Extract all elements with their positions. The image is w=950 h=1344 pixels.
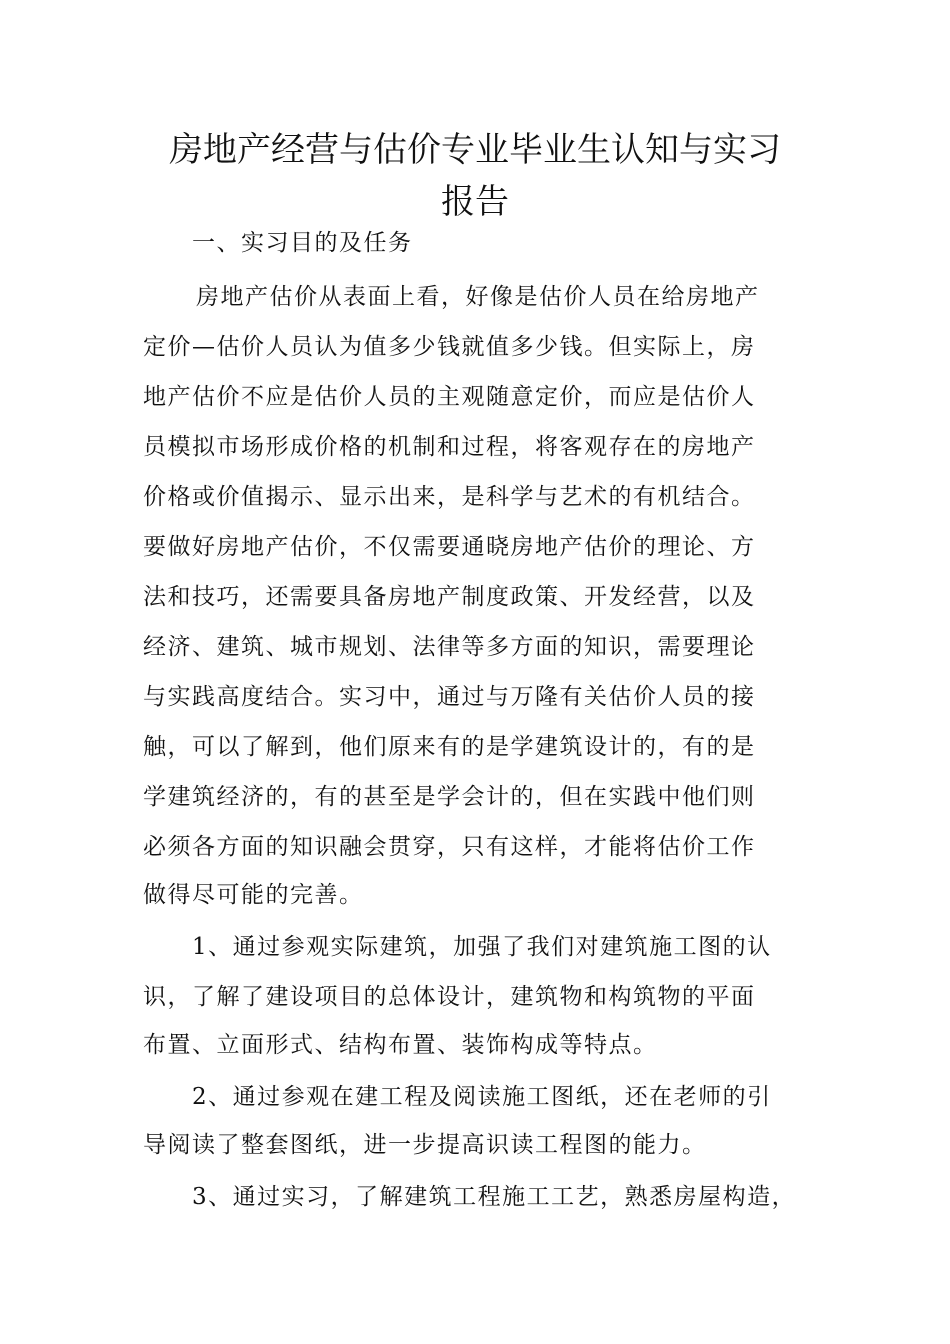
document-title-line-2: 报告	[441, 182, 509, 222]
paragraph-1-line: 员模拟市场形成价格的机制和过程，将客观存在的房地产	[143, 434, 756, 460]
paragraph-1-line: 定价—估价人员认为值多少钱就值多少钱。但实际上，房	[143, 334, 756, 360]
paragraph-1-line: 做得尽可能的完善。	[143, 882, 364, 908]
list-item-2-line: 2、通过参观在建工程及阅读施工图纸，还在老师的引	[192, 1084, 772, 1110]
document-title-line-1: 房地产经营与估价专业毕业生认知与实习	[169, 130, 781, 170]
list-item-1-line: 布置、立面形式、结构布置、装饰构成等特点。	[143, 1032, 658, 1058]
paragraph-1-line: 地产估价不应是估价人员的主观随意定价，而应是估价人	[143, 384, 756, 410]
paragraph-1-line: 必须各方面的知识融会贯穿，只有这样，才能将估价工作	[143, 834, 756, 860]
paragraph-1-line: 法和技巧，还需要具备房地产制度政策、开发经营，以及	[143, 584, 756, 610]
paragraph-1-line: 价格或价值揭示、显示出来，是科学与艺术的有机结合。	[143, 484, 756, 510]
paragraph-1-line: 与实践高度结合。实习中，通过与万隆有关估价人员的接	[143, 684, 756, 710]
paragraph-1-line: 学建筑经济的，有的甚至是学会计的，但在实践中他们则	[143, 784, 756, 810]
paragraph-1-line: 经济、建筑、城市规划、法律等多方面的知识，需要理论	[143, 634, 756, 660]
list-item-1-line: 识，了解了建设项目的总体设计，建筑物和构筑物的平面	[143, 984, 756, 1010]
paragraph-1-line: 触，可以了解到，他们原来有的是学建筑设计的，有的是	[143, 734, 756, 760]
list-item-1-line: 1、通过参观实际建筑，加强了我们对建筑施工图的认	[192, 934, 772, 960]
section-heading: 一、实习目的及任务	[192, 230, 413, 256]
list-item-2-line: 导阅读了整套图纸，进一步提高识读工程图的能力。	[143, 1132, 707, 1158]
list-item-3-line: 3、通过实习，了解建筑工程施工工艺，熟悉房屋构造，	[192, 1184, 797, 1210]
paragraph-1-line: 房地产估价从表面上看，好像是估价人员在给房地产	[196, 284, 760, 310]
paragraph-1-line: 要做好房地产估价，不仅需要通晓房地产估价的理论、方	[143, 534, 756, 560]
